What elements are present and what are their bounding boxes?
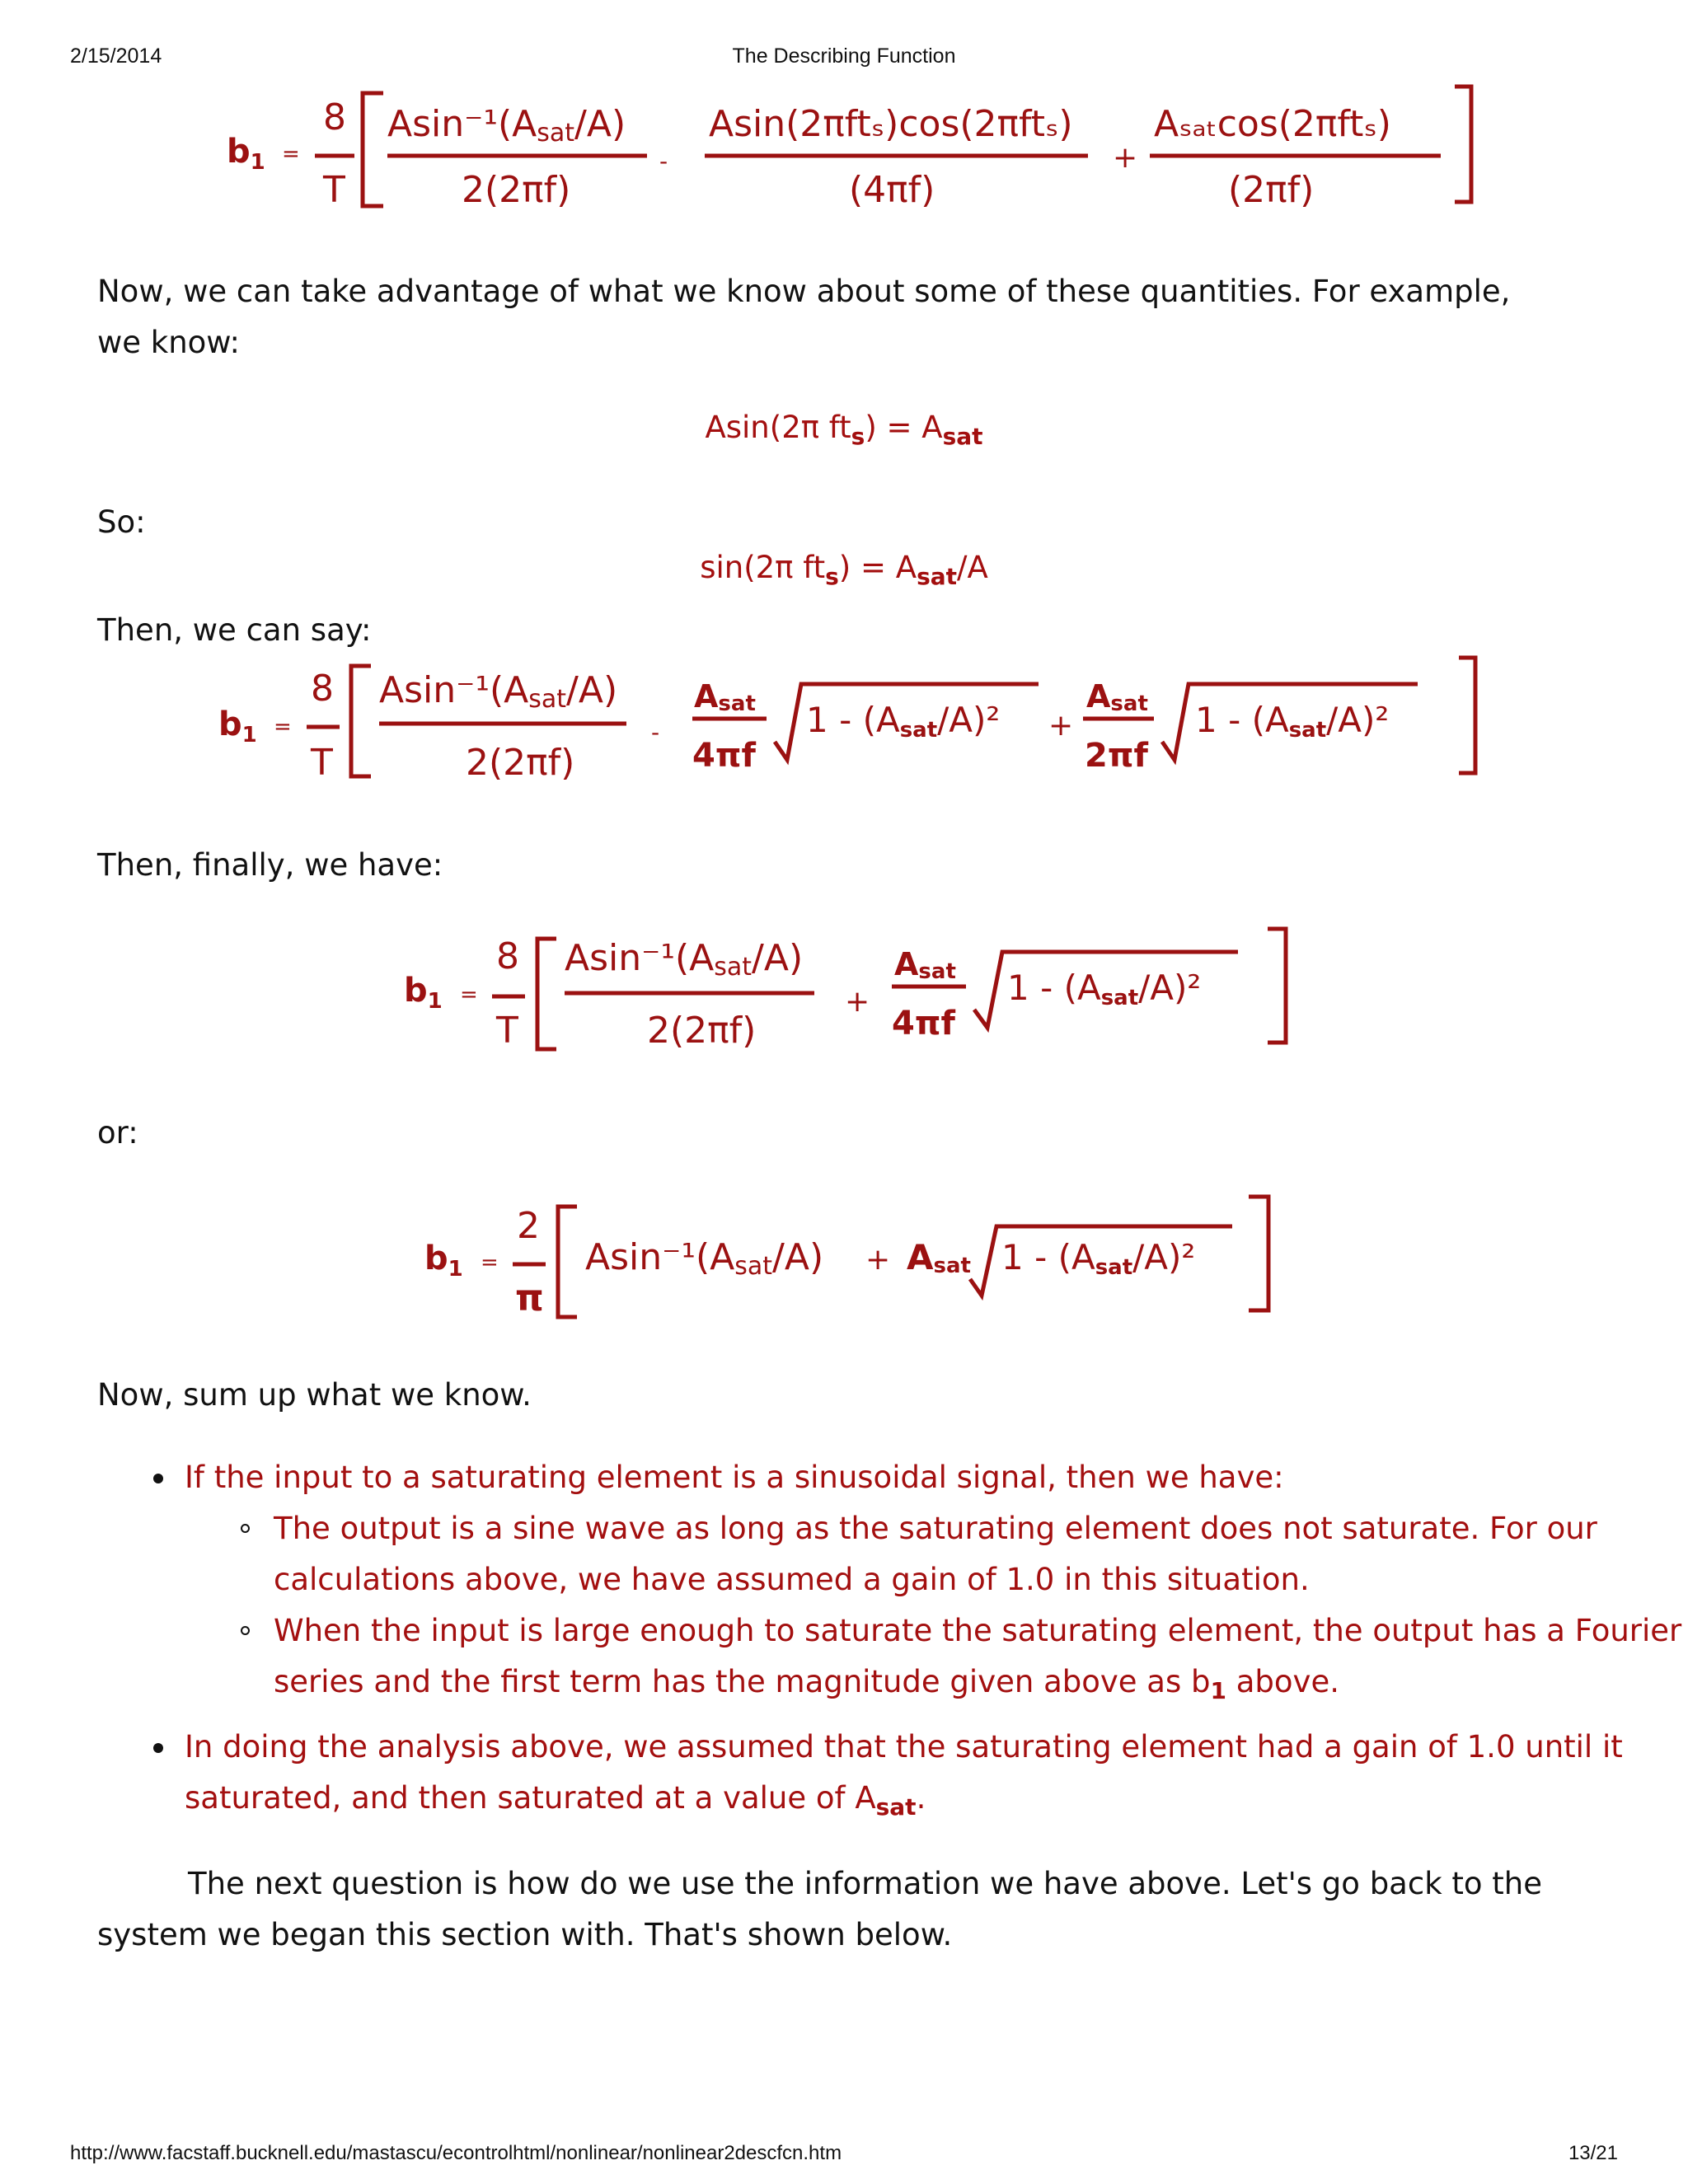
svg-text:(2πf): (2πf) (1228, 169, 1315, 211)
svg-text:π: π (515, 1277, 544, 1319)
svg-text:8: 8 (496, 935, 519, 977)
svg-text:1 - (Asat/A)²: 1 - (Asat/A)² (806, 700, 1001, 743)
equation-sin-equals-ratio: sin(2π $ft_s) = A_{sat}/A$ (700, 550, 988, 590)
svg-text:=: = (282, 142, 300, 166)
list-item: In doing the analysis above, we assumed that the saturating element had a gain of 1.0 until it saturated, and then saturated at a value of $A_{sat}$. (185, 1722, 1688, 1833)
svg-text:Asat: Asat (694, 678, 756, 716)
svg-text:Asat: Asat (1086, 678, 1148, 716)
page-title: The Describing Function (732, 45, 956, 68)
list-item: When the input is large enough to saturate the saturating element, the output has a Fourier series and the first term has the magnitude given above as $b_1$ above. (274, 1605, 1688, 1717)
equation-asin-equals-asat: Asin(2π $ft_s) = A_{sat}$ (705, 410, 983, 450)
svg-text:1 - (Asat/A)²: 1 - (Asat/A)² (1001, 1237, 1196, 1280)
svg-text:T: T (311, 742, 333, 784)
svg-text:8: 8 (311, 668, 334, 710)
svg-text:Asat: Asat (894, 946, 956, 984)
svg-text:4πf: 4πf (692, 737, 756, 775)
svg-text:+: + (1113, 141, 1138, 175)
list-item: If the input to a saturating element is a sinusoidal signal, then we have: The output is a sine wave as long as the saturating element does not saturate. For our calculations above, we have assumed a gain of 1.0 in this situation. When the input is large enough to saturate the saturating element, the output has a Fourier series and the first term has the magnitude given above as $b_1$ above. (185, 1452, 1688, 1717)
equation-b1-simplified (396, 919, 1311, 1063)
svg-text:2(2πf): 2(2πf) (466, 742, 575, 784)
svg-text:2: 2 (517, 1205, 540, 1247)
paragraph-sum-up: Now, sum up what we know. (97, 1377, 532, 1413)
svg-text:4πf: 4πf (892, 1005, 955, 1043)
svg-text:=: = (481, 1250, 499, 1275)
paragraph-then-say: Then, we can say: (97, 612, 372, 648)
svg-text:b1: $b_1$ (227, 133, 265, 175)
equation-b1-expanded (214, 78, 1484, 218)
paragraph-next-question-line1: The next question is how do we use the information we have above. Let's go back to the (188, 1866, 1543, 1901)
svg-text:-: - (651, 719, 660, 746)
footer-url[interactable]: http://www.facstaff.bucknell.edu/mastascu/econtrolhtml/nonlinear/nonlinear2descfcn.htm (70, 2142, 842, 2164)
paragraph-intro-line1: Now, we can take advantage of what we know about some of these quantities. For example, (97, 274, 1511, 309)
svg-text:T: T (496, 1010, 518, 1052)
svg-text:2(2πf): 2(2πf) (647, 1010, 757, 1052)
equation-b1-substituted (206, 651, 1492, 791)
paragraph-so: So: (97, 504, 146, 540)
paragraph-intro-line2: we know: (97, 325, 241, 360)
svg-text:-: - (659, 148, 668, 175)
paragraph-next-question-line2: system we began this section with. That's shown below. (97, 1917, 953, 1952)
paragraph-then-finally: Then, finally, we have: (97, 847, 443, 883)
svg-text:Asat: Asat (907, 1237, 971, 1278)
svg-text:Asin(2πftₛ)cos(2πftₛ): Asin(2πftₛ)cos(2πftₛ) (709, 103, 1073, 145)
equation-b1-final (416, 1187, 1290, 1331)
svg-text:=: = (274, 715, 292, 739)
svg-text:b1: $b_1$ (404, 972, 443, 1014)
svg-text:1 - (Asat/A)²: 1 - (Asat/A)² (1007, 968, 1202, 1010)
svg-text:1 - (Asat/A)²: 1 - (Asat/A)² (1195, 700, 1390, 743)
svg-text:Aₛₐₜcos(2πftₛ): Aₛₐₜcos(2πftₛ) (1154, 103, 1391, 145)
list-item: The output is a sine wave as long as the saturating element does not saturate. For our calculations above, we have assumed a gain of 1.0 in this situation. (274, 1503, 1688, 1605)
svg-text:2(2πf): 2(2πf) (462, 169, 571, 211)
svg-text:Asin⁻¹(Asat/A): Asin⁻¹(Asat/A) (387, 103, 626, 148)
svg-text:b1: $b_1$ (424, 1240, 463, 1282)
svg-text:+: + (845, 985, 870, 1019)
svg-text:Asin⁻¹(Asat/A): Asin⁻¹(Asat/A) (379, 669, 618, 714)
svg-text:(4πf): (4πf) (849, 169, 935, 211)
svg-text:2πf: 2πf (1085, 737, 1148, 775)
print-date: 2/15/2014 (70, 45, 162, 68)
svg-text:8: 8 (323, 96, 346, 138)
svg-text:+: + (865, 1243, 891, 1277)
svg-text:Asin⁻¹(Asat/A): Asin⁻¹(Asat/A) (585, 1236, 824, 1281)
svg-text:Asin⁻¹(Asat/A): Asin⁻¹(Asat/A) (565, 937, 804, 982)
page-number: 13/21 (1568, 2142, 1618, 2164)
svg-text:T: T (323, 169, 345, 211)
svg-text:+: + (1048, 709, 1074, 743)
summary-list (99, 1452, 1688, 1833)
svg-text:=: = (460, 982, 478, 1007)
paragraph-or: or: (97, 1115, 138, 1151)
svg-text:b1: $b_1$ (218, 705, 257, 748)
summary-sublist (185, 1503, 1688, 1717)
